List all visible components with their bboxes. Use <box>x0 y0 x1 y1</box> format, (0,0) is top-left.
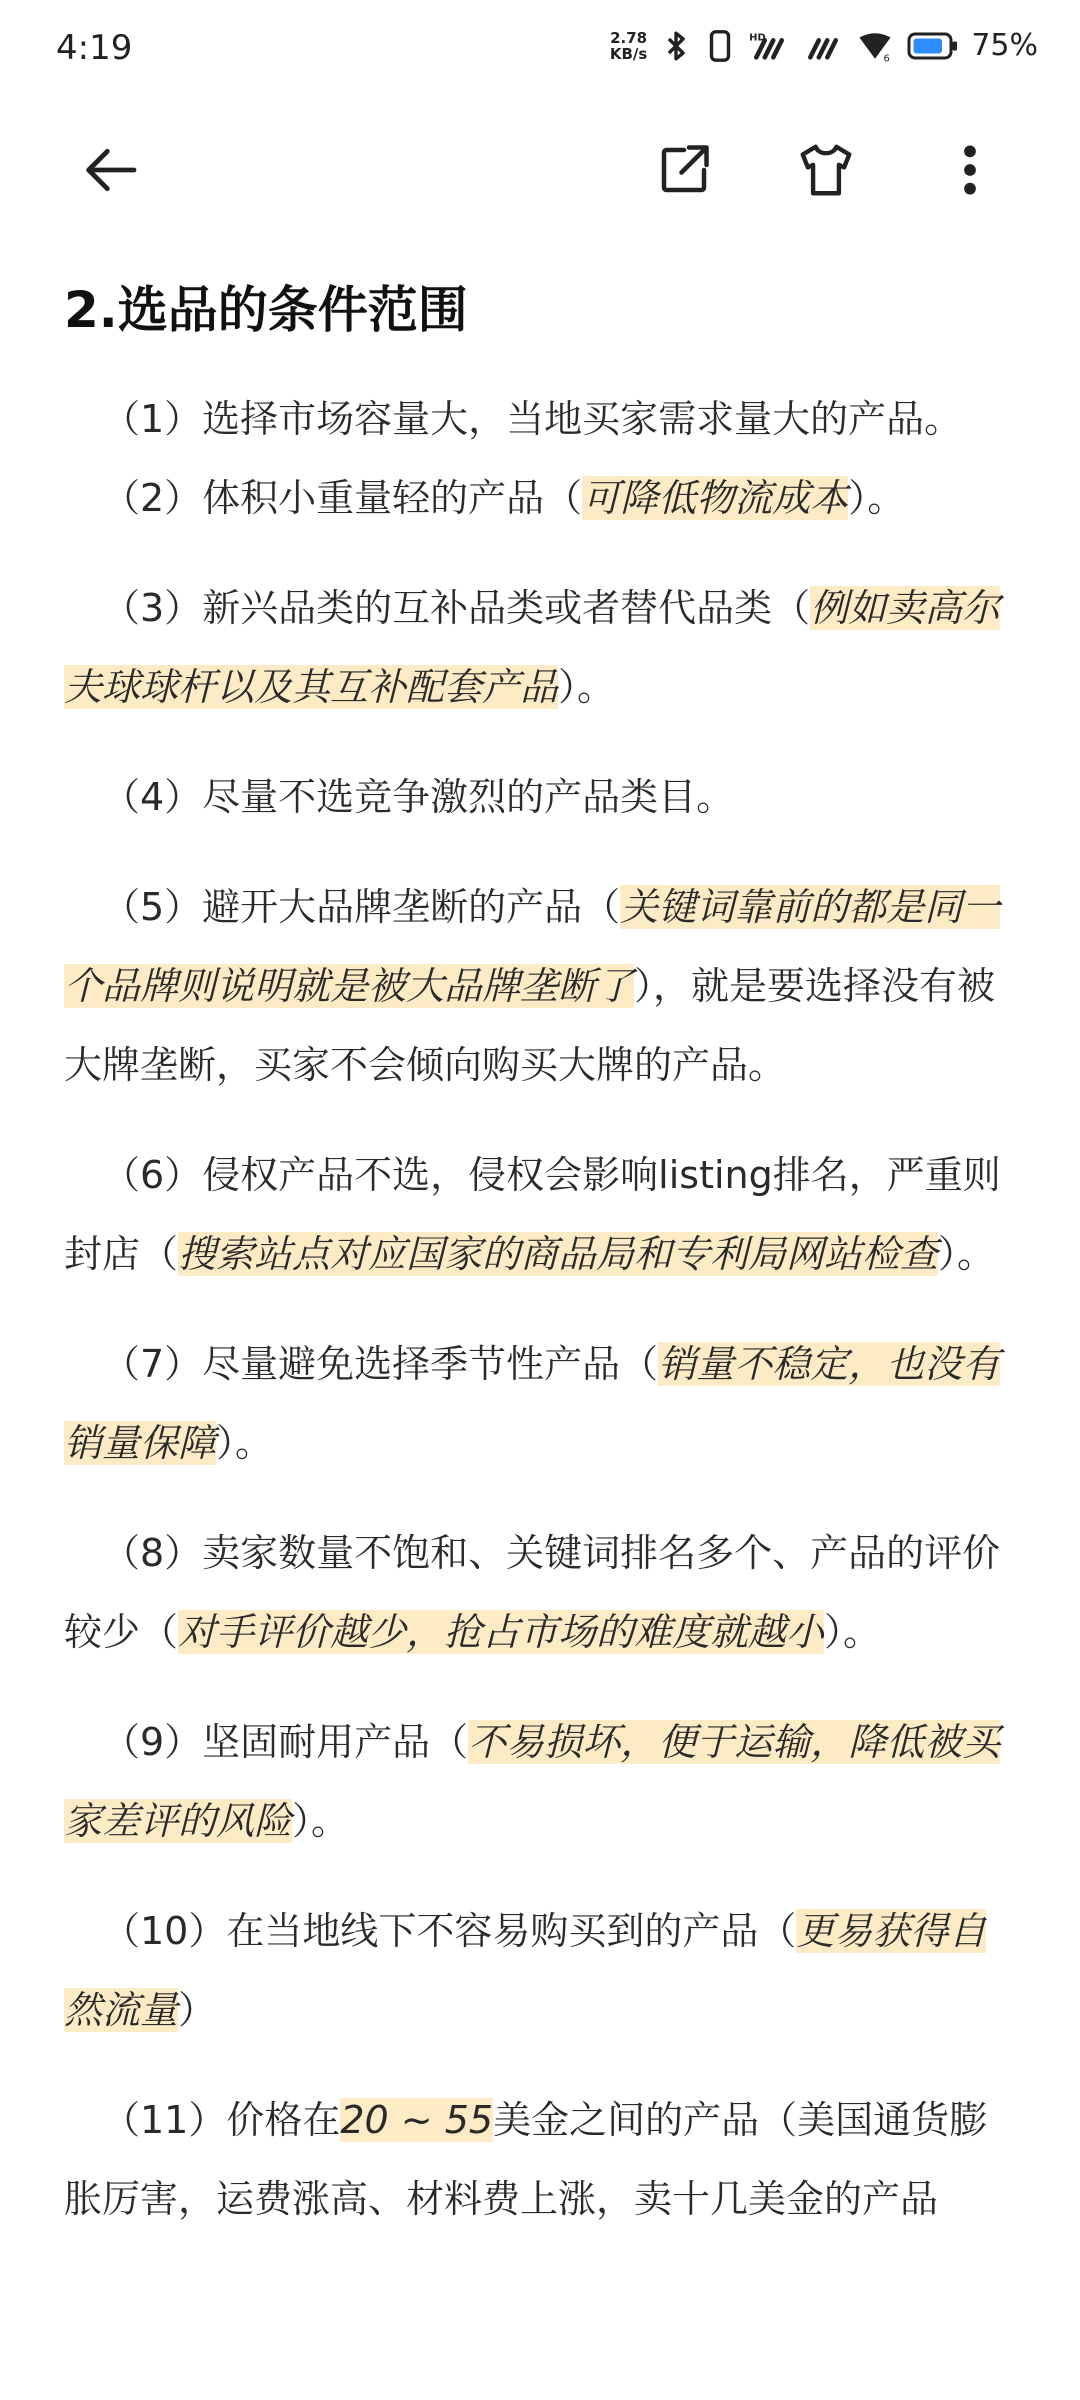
net-speed: 2.78 KB/s <box>609 28 648 63</box>
top-toolbar <box>0 110 1080 220</box>
highlight-text: 关键词靠前的都是同一个品牌则说明就是被大品牌垄断了 <box>64 885 1001 1008</box>
highlight-text: 销量不稳定，也没有销量保障 <box>64 1342 1001 1465</box>
more-vertical-icon <box>950 138 990 202</box>
highlight-text: 更易获得自然流量 <box>64 1909 987 2032</box>
svg-text:6: 6 <box>883 53 891 63</box>
battery-percent: 75% <box>971 28 1038 63</box>
back-arrow-icon <box>78 138 142 202</box>
list-item: （4）尽量不选竞争激烈的产品类目。 <box>102 775 735 819</box>
status-bar <box>0 0 1080 100</box>
list-item: （2）体积小重量轻的产品（可降低物流成本）。 <box>102 476 906 520</box>
highlight-text: 对手评价越少，抢占市场的难度就越小 <box>178 1610 825 1654</box>
svg-text:HD: HD <box>749 31 766 43</box>
list-item: （10）在当地线下不容易购买到的产品（更易获得自然流量） <box>64 1909 987 2032</box>
highlight-text: 20 ~ 55 <box>340 2098 494 2142</box>
status-time: 4:19 <box>56 28 133 68</box>
vibrate-icon <box>705 29 735 63</box>
list-item: （5）避开大品牌垄断的产品（关键词靠前的都是同一个品牌则说明就是被大品牌垄断了），就是要选择没有被大牌垄断，买家不会倾向购买大牌的产品。 <box>64 885 1001 1087</box>
signal-icon <box>803 29 843 63</box>
list-item: （7）尽量避免选择季节性产品（销量不稳定，也没有销量保障）。 <box>64 1342 1001 1465</box>
highlight-text: 例如卖高尔夫球球杆以及其互补配套产品 <box>64 586 1001 709</box>
shirt-icon <box>795 139 857 201</box>
list-item: （8）卖家数量不饱和、关键词排名多个、产品的评价较少（对手评价越少，抢占市场的难度就越小）。 <box>64 1531 1001 1654</box>
list-item: （9）坚固耐用产品（不易损坏，便于运输，降低被买家差评的风险）。 <box>64 1720 1001 1843</box>
battery-icon <box>907 31 959 61</box>
list-item: （1）选择市场容量大，当地买家需求量大的产品。 <box>102 397 963 441</box>
highlight-text: 可降低物流成本 <box>582 476 849 520</box>
theme-button[interactable] <box>786 130 866 210</box>
highlight-text: 搜索站点对应国家的商品局和专利局网站检查 <box>178 1232 939 1276</box>
hd-signal-icon <box>747 29 791 63</box>
highlight-text: 不易损坏，便于运输，降低被买家差评的风险 <box>64 1720 1001 1843</box>
article-heading: 2.选品的条件范围 <box>64 281 468 339</box>
share-icon <box>654 140 714 200</box>
status-icons <box>610 28 1038 63</box>
wifi-icon <box>855 29 895 63</box>
more-button[interactable] <box>930 130 1010 210</box>
bluetooth-icon <box>659 29 693 63</box>
list-item: （11）价格在20 ~ 55美金之间的产品（美国通货膨胀厉害，运费涨高、材料费上涨，卖十几美金的产品 <box>64 2098 988 2221</box>
list-item: （3）新兴品类的互补品类或者替代品类（例如卖高尔夫球球杆以及其互补配套产品）。 <box>64 586 1001 709</box>
article-content <box>64 270 1024 2270</box>
share-button[interactable] <box>644 130 724 210</box>
list-item: （6）侵权产品不选，侵权会影响listing排名，严重则封店（搜索站点对应国家的商品局和专利局网站检查）。 <box>64 1153 1001 1276</box>
back-button[interactable] <box>70 130 150 210</box>
